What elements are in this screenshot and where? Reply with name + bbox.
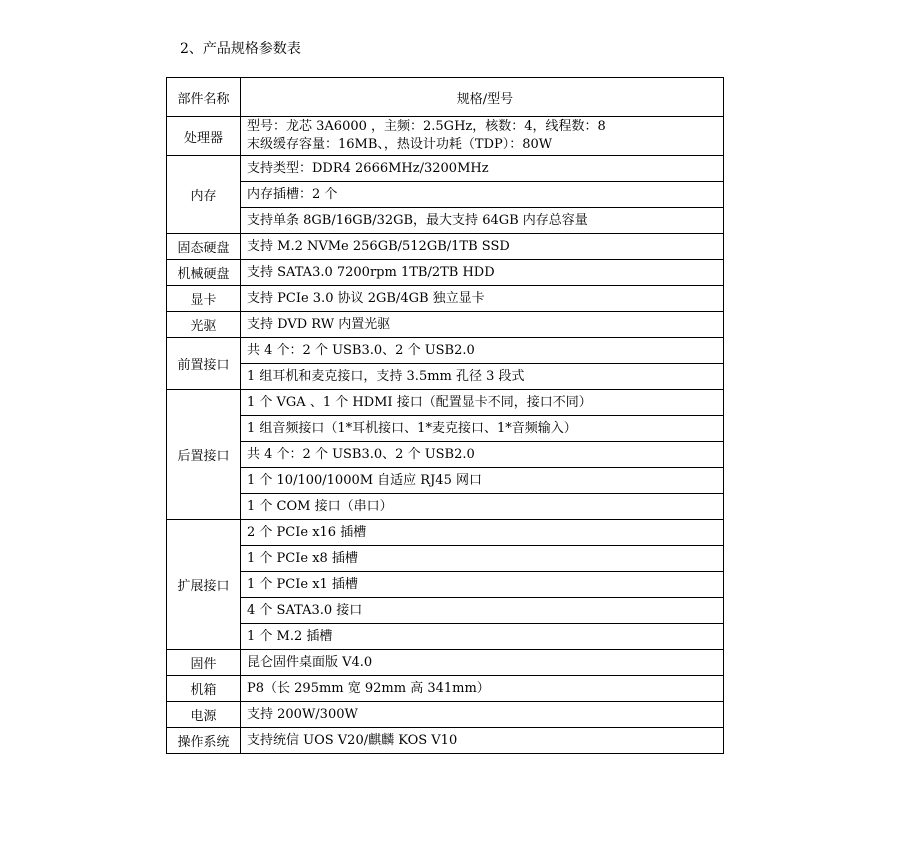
spec-value: 1 个 M.2 插槽 (241, 624, 724, 650)
spec-value: 1 个 VGA 、1 个 HDMI 接口（配置显卡不同，接口不同） (241, 390, 724, 416)
table-header-row (167, 78, 724, 117)
spec-value: P8（长 295mm 宽 92mm 高 341mm） (241, 676, 724, 702)
header-spec: 规格/型号 (241, 78, 724, 117)
section-heading: 2、产品规格参数表 (180, 41, 301, 57)
spec-value: 2 个 PCIe x16 插槽 (241, 520, 724, 546)
spec-value: 1 个 PCIe x8 插槽 (241, 546, 724, 572)
spec-value: 1 个 10/100/1000M 自适应 RJ45 网口 (241, 468, 724, 494)
component-name: 固态硬盘 (167, 234, 241, 260)
spec-value: 1 组音频接口（1*耳机接口、1*麦克接口、1*音频输入） (241, 416, 724, 442)
component-name: 电源 (167, 702, 241, 728)
spec-value: 1 组耳机和麦克接口，支持 3.5mm 孔径 3 段式 (241, 364, 724, 390)
table-row (167, 546, 724, 572)
spec-value: 1 个 PCIe x1 插槽 (241, 572, 724, 598)
spec-value: 昆仑固件桌面版 V4.0 (241, 650, 724, 676)
table-row (167, 312, 724, 338)
spec-table (166, 77, 724, 754)
table-row (167, 598, 724, 624)
spec-value: 共 4 个：2 个 USB3.0、2 个 USB2.0 (241, 338, 724, 364)
spec-value: 共 4 个：2 个 USB3.0、2 个 USB2.0 (241, 442, 724, 468)
table-row (167, 520, 724, 546)
table-row (167, 650, 724, 676)
component-name: 固件 (167, 650, 241, 676)
component-name: 光驱 (167, 312, 241, 338)
spec-value: 支持 SATA3.0 7200rpm 1TB/2TB HDD (241, 260, 724, 286)
table-row (167, 390, 724, 416)
table-row (167, 676, 724, 702)
spec-value: 型号：龙芯 3A6000 ，主频：2.5GHz，核数：4，线程数：8 末级缓存容量：16MB、，热设计功耗（TDP）：80W (241, 117, 724, 156)
table-row (167, 572, 724, 598)
component-name: 前置接口 (167, 338, 241, 390)
spec-value: 支持类型：DDR4 2666MHz/3200MHz (241, 156, 724, 182)
table-row (167, 364, 724, 390)
table-row (167, 702, 724, 728)
component-name: 处理器 (167, 117, 241, 156)
table-row (167, 260, 724, 286)
spec-table-body (167, 117, 724, 754)
spec-value: 支持 DVD RW 内置光驱 (241, 312, 724, 338)
spec-value: 支持 200W/300W (241, 702, 724, 728)
spec-value: 4 个 SATA3.0 接口 (241, 598, 724, 624)
table-row (167, 442, 724, 468)
table-row (167, 338, 724, 364)
header-component: 部件名称 (167, 78, 241, 117)
spec-value: 支持单条 8GB/16GB/32GB，最大支持 64GB 内存总容量 (241, 208, 724, 234)
component-name: 扩展接口 (167, 520, 241, 650)
component-name: 后置接口 (167, 390, 241, 520)
table-row (167, 468, 724, 494)
spec-value: 1 个 COM 接口（串口） (241, 494, 724, 520)
component-name: 操作系统 (167, 728, 241, 754)
spec-value: 支持 PCIe 3.0 协议 2GB/4GB 独立显卡 (241, 286, 724, 312)
table-row (167, 624, 724, 650)
spec-value: 支持统信 UOS V20/麒麟 KOS V10 (241, 728, 724, 754)
component-name: 显卡 (167, 286, 241, 312)
spec-value: 支持 M.2 NVMe 256GB/512GB/1TB SSD (241, 234, 724, 260)
spec-value: 内存插槽：2 个 (241, 182, 724, 208)
component-name: 机箱 (167, 676, 241, 702)
table-row (167, 208, 724, 234)
component-name: 机械硬盘 (167, 260, 241, 286)
table-row (167, 494, 724, 520)
table-row (167, 286, 724, 312)
table-row (167, 234, 724, 260)
table-row (167, 728, 724, 754)
table-row (167, 117, 724, 156)
table-row (167, 156, 724, 182)
table-row (167, 416, 724, 442)
component-name: 内存 (167, 156, 241, 234)
table-row (167, 182, 724, 208)
